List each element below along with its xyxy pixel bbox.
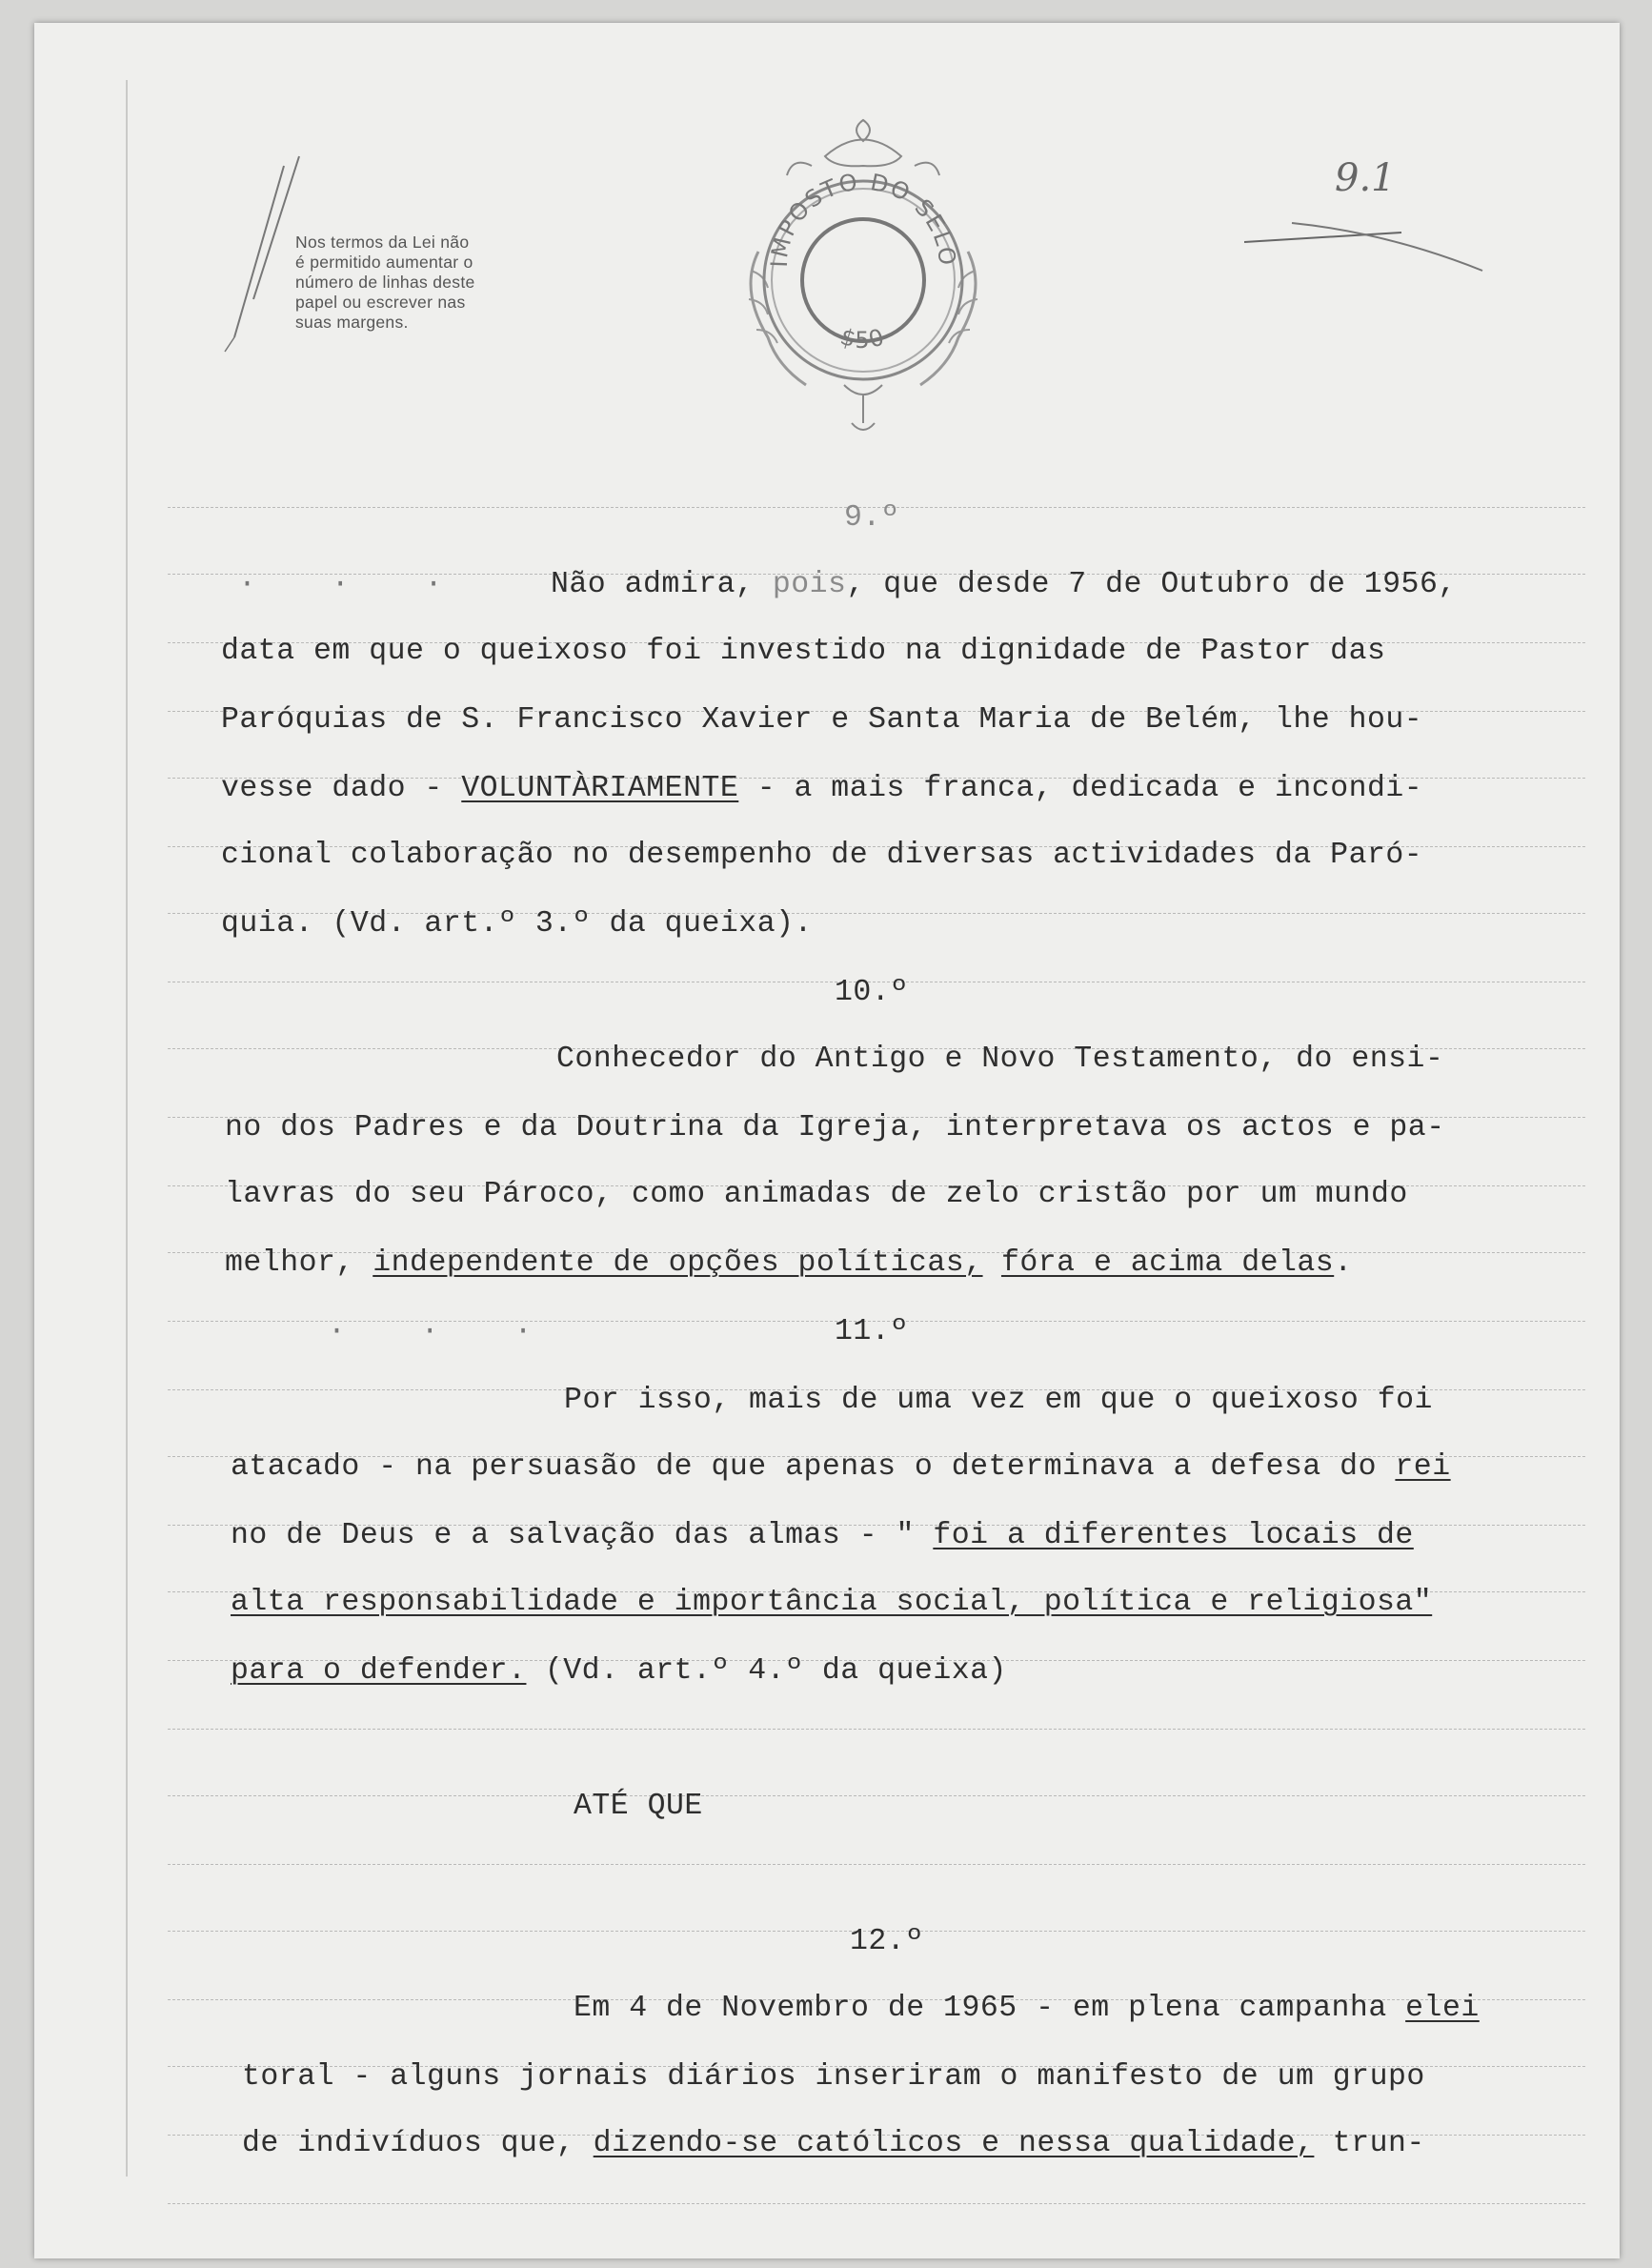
text-run: - a mais franca, dedicada e incondi-	[738, 772, 1423, 805]
paragraph-line	[328, 1315, 561, 1348]
text-run: .	[1334, 1246, 1353, 1280]
paragraph-line: quia. (Vd. art.º 3.º da queixa).	[221, 907, 813, 941]
paragraph-line	[238, 568, 472, 601]
section-11-heading: 11.º	[835, 1315, 909, 1348]
underlined-text: para o defender.	[231, 1654, 527, 1688]
tax-stamp-seal	[720, 109, 1006, 452]
underlined-text: alta responsabilidade e importância social, política e religiosa"	[231, 1586, 1433, 1619]
paragraph-line	[551, 568, 1457, 601]
notice-line: Nos termos da Lei não	[295, 233, 470, 252]
paragraph-line: toral - alguns jornais diários inseriram o manifesto de um grupo	[242, 2060, 1425, 2094]
paragraph-line	[574, 1992, 1480, 2025]
stamp-value: $50	[836, 322, 890, 354]
paragraph-line: Conhecedor do Antigo e Novo Testamento, do ensi-	[556, 1043, 1444, 1076]
paragraph-line: cional colaboração no desempenho de diversas actividades da Paró-	[221, 839, 1423, 872]
left-margin-line	[126, 80, 128, 2177]
underlined-text: rei	[1395, 1450, 1451, 1484]
section-12-heading: 12.º	[850, 1925, 924, 1958]
underlined-text: dizendo-se católicos e nessa qualidade,	[593, 2127, 1315, 2160]
notice-line: suas margens.	[295, 313, 409, 332]
underlined-text: independente de opções políticas,	[373, 1246, 983, 1280]
handwritten-strokes	[1244, 204, 1492, 290]
text-run: Em 4 de Novembro de 1965 - em plena campanha	[574, 1992, 1406, 2025]
notice-line: é permitido aumentar o	[295, 253, 473, 272]
text-run: , que desde 7 de Outubro de 1956,	[846, 568, 1457, 601]
text-run: melhor,	[225, 1246, 373, 1280]
text-run: atacado - na persuasão de que apenas o determinava a defesa do	[231, 1450, 1396, 1484]
ruled-line	[168, 1729, 1585, 1731]
paragraph-line: lavras do seu Pároco, como animadas de zelo cristão por um mundo	[225, 1178, 1408, 1211]
ruled-line	[168, 1795, 1585, 1797]
paragraph-line	[231, 1586, 1432, 1619]
underlined-text: VOLUNTÀRIAMENTE	[461, 772, 739, 805]
leader-dots: · · ·	[328, 1315, 561, 1348]
handwritten-page-note: 9.1	[1335, 156, 1396, 200]
handwritten-slash-marks	[196, 147, 311, 356]
leader-dots: · · ·	[238, 568, 472, 601]
paragraph-line: no dos Padres e da Doutrina da Igreja, interpretava os actos e pa-	[225, 1111, 1445, 1144]
legal-notice	[295, 233, 543, 333]
text-run: (Vd. art.º 4.º da queixa)	[526, 1654, 1007, 1688]
underlined-text: foi a diferentes locais de	[933, 1519, 1414, 1552]
stamp-top-text: IMPOSTO DO SELO	[765, 168, 961, 269]
text-run	[983, 1246, 1001, 1280]
ruled-line	[168, 2203, 1585, 2205]
text-run: de indivíduos que,	[242, 2127, 594, 2160]
paragraph-line	[231, 1450, 1451, 1484]
paragraph-line	[225, 1246, 1353, 1280]
text-run: vesse dado -	[221, 772, 462, 805]
paragraph-line	[231, 1519, 1414, 1552]
paragraph-line	[242, 2127, 1425, 2160]
paragraph-line: Por isso, mais de uma vez em que o queixoso foi	[564, 1384, 1433, 1417]
section-9-heading: 9.º	[844, 501, 900, 535]
paragraph-line	[231, 1654, 1007, 1688]
document-page	[34, 23, 1620, 2258]
ate-que-heading: ATÉ QUE	[574, 1790, 703, 1823]
underlined-text: elei	[1405, 1992, 1480, 2025]
section-10-heading: 10.º	[835, 976, 909, 1009]
paragraph-line: data em que o queixoso foi investido na dignidade de Pastor das	[221, 635, 1386, 668]
underlined-text: fóra e acima delas	[1000, 1246, 1335, 1280]
ruled-line	[168, 1864, 1585, 1866]
text-run: pois	[772, 568, 847, 601]
paragraph-line	[221, 772, 1422, 805]
text-run: Não admira,	[551, 568, 773, 601]
text-run: no de Deus e a salvação das almas - "	[231, 1519, 934, 1552]
notice-line: papel ou escrever nas	[295, 293, 466, 312]
text-run: trun-	[1314, 2127, 1425, 2160]
paragraph-line: Paróquias de S. Francisco Xavier e Santa Maria de Belém, lhe hou-	[221, 703, 1423, 737]
notice-line: número de linhas deste	[295, 273, 475, 292]
